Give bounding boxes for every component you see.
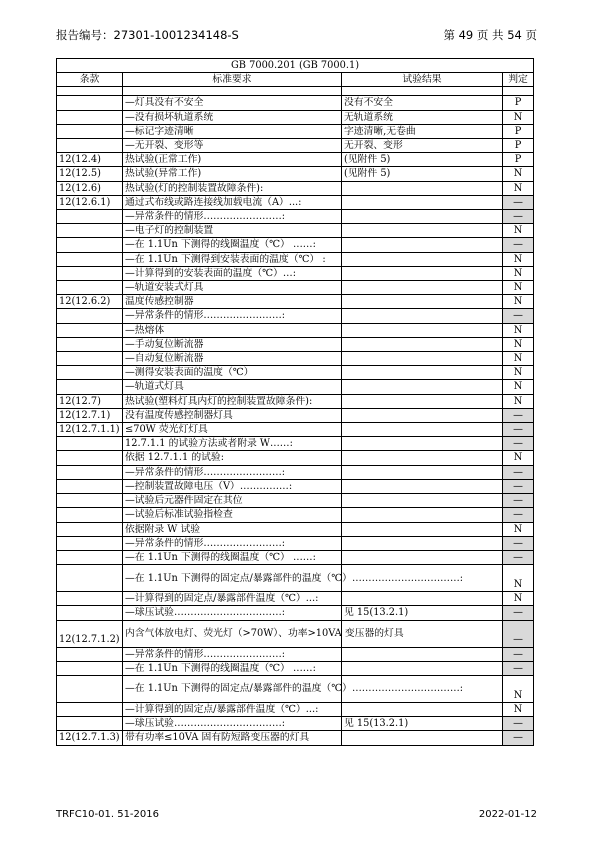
result-cell: 没有不安全 — [342, 96, 503, 110]
clause-cell — [57, 266, 123, 280]
requirement-cell: —异常条件的情形……………………: — [123, 309, 342, 323]
result-cell — [342, 266, 503, 280]
table-row — [57, 661, 534, 675]
requirement-cell: —没有损坏轨道系统 — [123, 110, 342, 124]
requirement-cell: —手动复位断流器 — [123, 337, 342, 351]
result-cell — [342, 181, 503, 195]
clause-cell — [57, 110, 123, 124]
table-row — [57, 181, 534, 195]
result-cell — [342, 522, 503, 536]
result-cell — [342, 647, 503, 661]
clause-cell — [57, 323, 123, 337]
requirement-cell: ≤70W 荧光灯灯具 — [123, 423, 342, 437]
requirement-cell: 没有温度传感控制器灯具 — [123, 408, 342, 422]
clause-cell: 12(12.7.1.2) — [57, 620, 123, 647]
clause-cell: 12(12.6) — [57, 181, 123, 195]
requirement-cell: —异常条件的情形……………………: — [123, 465, 342, 479]
requirement-cell: —球压试验……………………………: — [123, 606, 342, 620]
verdict-cell: P — [503, 96, 534, 110]
result-cell — [342, 731, 503, 745]
clause-cell — [57, 550, 123, 564]
clause-cell — [57, 380, 123, 394]
clause-cell — [57, 479, 123, 493]
verdict-cell: P — [503, 124, 534, 138]
requirement-cell: 12.7.1.1 的试验方法或者附录 W……: — [123, 437, 342, 451]
verdict-cell: N — [503, 252, 534, 266]
table-row — [57, 408, 534, 422]
verdict-cell: N — [503, 167, 534, 181]
standard-title-row — [57, 59, 534, 73]
requirement-cell: —测得安装表面的温度（℃） — [123, 366, 342, 380]
result-cell — [342, 210, 503, 224]
requirement-cell: —控制装置故障电压（V）……………: — [123, 479, 342, 493]
form-code: TRFC10-01. 51-2016 — [56, 809, 159, 820]
table-row — [57, 167, 534, 181]
table-row — [57, 675, 534, 702]
table-row — [57, 565, 534, 592]
requirement-cell: 热试验(灯的控制装置故障条件): — [123, 181, 342, 195]
verdict-cell: N — [503, 522, 534, 536]
verdict-cell: — — [503, 606, 534, 620]
requirement-cell: —在 1.1Un 下测得的固定点/暴露部件的温度（℃）……………………………: — [123, 675, 342, 702]
table-row — [57, 238, 534, 252]
requirement-cell: —计算得到的固定点/暴露部件温度（℃）...: — [123, 592, 342, 606]
clause-cell: 12(12.7.1.1) — [57, 423, 123, 437]
requirement-cell: 热试验(正常工作) — [123, 153, 342, 167]
table-row — [57, 606, 534, 620]
verdict-cell: — — [503, 309, 534, 323]
verdict-cell: — — [503, 195, 534, 209]
verdict-cell: — — [503, 647, 534, 661]
table-row — [57, 96, 534, 110]
table-row — [57, 139, 534, 153]
requirement-cell: —在 1.1Un 下测得的线圈温度（℃） ……: — [123, 550, 342, 564]
requirement-cell: —热熔体 — [123, 323, 342, 337]
verdict-cell: N — [503, 451, 534, 465]
requirement-cell: —异常条件的情形……………………: — [123, 647, 342, 661]
table-row — [57, 550, 534, 564]
col-header-requirement: 标准要求 — [123, 73, 342, 87]
verdict-cell: — — [503, 423, 534, 437]
requirement-cell: —无开裂、变形等 — [123, 139, 342, 153]
table-row — [57, 195, 534, 209]
table-row — [57, 281, 534, 295]
table-row — [57, 702, 534, 716]
clause-cell — [57, 522, 123, 536]
result-cell — [342, 281, 503, 295]
requirement-cell: —异常条件的情形……………………: — [123, 536, 342, 550]
result-cell — [342, 252, 503, 266]
table-row — [57, 437, 534, 451]
verdict-cell: N — [503, 224, 534, 238]
verdict-cell: N — [503, 675, 534, 702]
verdict-cell: N — [503, 110, 534, 124]
verdict-cell: — — [503, 238, 534, 252]
table-row — [57, 110, 534, 124]
page-number: 第 49 页 共 54 页 — [443, 28, 537, 42]
requirement-cell: —计算得到的安装表面的温度（℃）…: — [123, 266, 342, 280]
clause-cell — [57, 508, 123, 522]
clause-cell — [57, 717, 123, 731]
result-cell: 见 15(13.2.1) — [342, 717, 503, 731]
requirement-cell: —在 1.1Un 下测得到安装表面的温度（℃） : — [123, 252, 342, 266]
result-cell — [342, 592, 503, 606]
verdict-cell: N — [503, 380, 534, 394]
column-header-row — [57, 73, 534, 87]
result-cell — [342, 408, 503, 422]
clause-cell — [57, 366, 123, 380]
result-cell — [342, 394, 503, 408]
table-row — [57, 717, 534, 731]
clause-cell — [57, 437, 123, 451]
verdict-cell: — — [503, 536, 534, 550]
table-row — [57, 380, 534, 394]
result-cell — [342, 479, 503, 493]
result-cell — [342, 352, 503, 366]
clause-cell — [57, 661, 123, 675]
footer-date: 2022-01-12 — [478, 809, 537, 820]
col-header-verdict: 判定 — [503, 73, 534, 87]
standard-title: GB 7000.201 (GB 7000.1) — [57, 59, 534, 73]
result-cell: 无轨道系统 — [342, 110, 503, 124]
requirement-cell: —试验后标准试验指检查 — [123, 508, 342, 522]
verdict-cell: — — [503, 479, 534, 493]
table-row — [57, 451, 534, 465]
requirement-cell: —标记字迹清晰 — [123, 124, 342, 138]
clause-cell: 12(12.6.2) — [57, 295, 123, 309]
result-cell — [342, 550, 503, 564]
clause-cell: 12(12.6.1) — [57, 195, 123, 209]
table-row — [57, 337, 534, 351]
verdict-cell: — — [503, 731, 534, 745]
report-number: 报告编号：27301-1001234148-S — [56, 28, 239, 42]
result-cell — [342, 224, 503, 238]
clause-cell — [57, 96, 123, 110]
table-row — [57, 224, 534, 238]
verdict-cell: — — [503, 437, 534, 451]
clause-cell: 12(12.7.1.3) — [57, 731, 123, 745]
verdict-cell: N — [503, 394, 534, 408]
clause-cell — [57, 702, 123, 716]
table-row — [57, 536, 534, 550]
clause-cell: 12(12.5) — [57, 167, 123, 181]
requirement-cell: —轨道式灯具 — [123, 380, 342, 394]
requirement-cell: 依据 12.7.1.1 的试验: — [123, 451, 342, 465]
clause-cell — [57, 224, 123, 238]
result-cell — [342, 238, 503, 252]
requirement-cell: —轨道安装式灯具 — [123, 281, 342, 295]
requirement-cell: —自动复位断流器 — [123, 352, 342, 366]
requirement-cell: —在 1.1Un 下测得的线圈温度（℃） ……: — [123, 238, 342, 252]
table-row — [57, 394, 534, 408]
table-row — [57, 323, 534, 337]
table-row — [57, 252, 534, 266]
verdict-cell: N — [503, 366, 534, 380]
clause-cell — [57, 352, 123, 366]
requirement-cell: 热试验(塑料灯具内灯的控制装置故障条件): — [123, 394, 342, 408]
requirement-cell: —在 1.1Un 下测得的线圈温度（℃） ……: — [123, 661, 342, 675]
table-row — [57, 266, 534, 280]
clause-cell: 12(12.4) — [57, 153, 123, 167]
result-cell — [342, 437, 503, 451]
clause-cell — [57, 238, 123, 252]
result-cell: (见附件 5) — [342, 153, 503, 167]
col-header-clause: 条款 — [57, 73, 123, 87]
clause-cell — [57, 210, 123, 224]
result-cell — [342, 702, 503, 716]
result-cell — [342, 494, 503, 508]
result-cell — [342, 295, 503, 309]
result-cell: 字迹清晰,无卷曲 — [342, 124, 503, 138]
verdict-cell: N — [503, 702, 534, 716]
verdict-cell: — — [503, 494, 534, 508]
result-cell — [342, 536, 503, 550]
result-cell — [342, 380, 503, 394]
table-row — [57, 465, 534, 479]
result-cell — [342, 323, 503, 337]
clause-cell — [57, 606, 123, 620]
result-cell — [342, 508, 503, 522]
verdict-cell: — — [503, 661, 534, 675]
clause-cell: 12(12.7) — [57, 394, 123, 408]
result-cell — [342, 366, 503, 380]
requirement-cell: 带有功率≤10VA 固有防短路变压器的灯具 — [123, 731, 342, 745]
verdict-cell: N — [503, 295, 534, 309]
table-row — [57, 620, 534, 647]
verdict-cell: P — [503, 153, 534, 167]
page-footer — [56, 809, 537, 823]
verdict-cell: N — [503, 352, 534, 366]
page-header — [56, 27, 537, 43]
requirement-cell: 通过式布线或路连接线加载电流（A）...: — [123, 195, 342, 209]
clause-cell — [57, 536, 123, 550]
clause-cell — [57, 281, 123, 295]
table-row — [57, 309, 534, 323]
clause-cell — [57, 252, 123, 266]
clause-cell — [57, 139, 123, 153]
verdict-cell: P — [503, 139, 534, 153]
result-cell: 无开裂、变形 — [342, 139, 503, 153]
requirement-cell: 热试验(异常工作) — [123, 167, 342, 181]
result-cell — [342, 309, 503, 323]
table-row — [57, 153, 534, 167]
verdict-cell: N — [503, 281, 534, 295]
result-cell — [342, 423, 503, 437]
table-row — [57, 647, 534, 661]
table-row — [57, 494, 534, 508]
result-cell: (见附件 5) — [342, 167, 503, 181]
verdict-cell: — — [503, 508, 534, 522]
requirement-cell: 依据附录 W 试验 — [123, 522, 342, 536]
clause-cell — [57, 451, 123, 465]
result-cell — [342, 451, 503, 465]
table-row — [57, 423, 534, 437]
verdict-cell: — — [503, 550, 534, 564]
requirement-cell: —球压试验……………………………: — [123, 717, 342, 731]
verdict-cell: — — [503, 465, 534, 479]
col-header-result: 试验结果 — [342, 73, 503, 87]
table-row — [57, 508, 534, 522]
table-row — [57, 124, 534, 138]
table-row — [57, 210, 534, 224]
table-row — [57, 352, 534, 366]
table-row — [57, 731, 534, 745]
clause-cell — [57, 675, 123, 702]
clause-cell — [57, 494, 123, 508]
spacer-row — [57, 87, 534, 96]
verdict-cell: N — [503, 266, 534, 280]
table-row — [57, 366, 534, 380]
verdict-cell: N — [503, 323, 534, 337]
result-cell: 见 15(13.2.1) — [342, 606, 503, 620]
requirement-cell: —试验后元器件固定在其位 — [123, 494, 342, 508]
clause-cell — [57, 565, 123, 592]
verdict-cell: — — [503, 620, 534, 647]
table-row — [57, 522, 534, 536]
result-cell — [342, 195, 503, 209]
result-cell — [342, 661, 503, 675]
verdict-cell: — — [503, 408, 534, 422]
verdict-cell: N — [503, 592, 534, 606]
requirement-cell: 内含气体放电灯、荧光灯（>70W）、功率>10VA 变压器的灯具 — [123, 620, 342, 647]
clause-cell — [57, 465, 123, 479]
clause-cell — [57, 647, 123, 661]
verdict-cell: N — [503, 337, 534, 351]
requirement-cell: —计算得到的固定点/暴露部件温度（℃）...: — [123, 702, 342, 716]
verdict-cell: — — [503, 210, 534, 224]
clause-cell — [57, 124, 123, 138]
verdict-cell: N — [503, 565, 534, 592]
requirement-cell: 温度传感控制器 — [123, 295, 342, 309]
verdict-cell: N — [503, 181, 534, 195]
requirement-cell: —异常条件的情形……………………: — [123, 210, 342, 224]
requirement-cell: —在 1.1Un 下测得的固定点/暴露部件的温度（℃）……………………………: — [123, 565, 342, 592]
table-row — [57, 479, 534, 493]
clause-cell — [57, 592, 123, 606]
result-cell — [342, 465, 503, 479]
clause-cell — [57, 309, 123, 323]
requirement-cell: —电子灯的控制装置 — [123, 224, 342, 238]
result-cell — [342, 337, 503, 351]
table-row — [57, 592, 534, 606]
clause-cell — [57, 337, 123, 351]
table-row — [57, 295, 534, 309]
verdict-cell: — — [503, 717, 534, 731]
test-results-table — [56, 58, 534, 746]
requirement-cell: —灯具没有不安全 — [123, 96, 342, 110]
clause-cell: 12(12.7.1) — [57, 408, 123, 422]
